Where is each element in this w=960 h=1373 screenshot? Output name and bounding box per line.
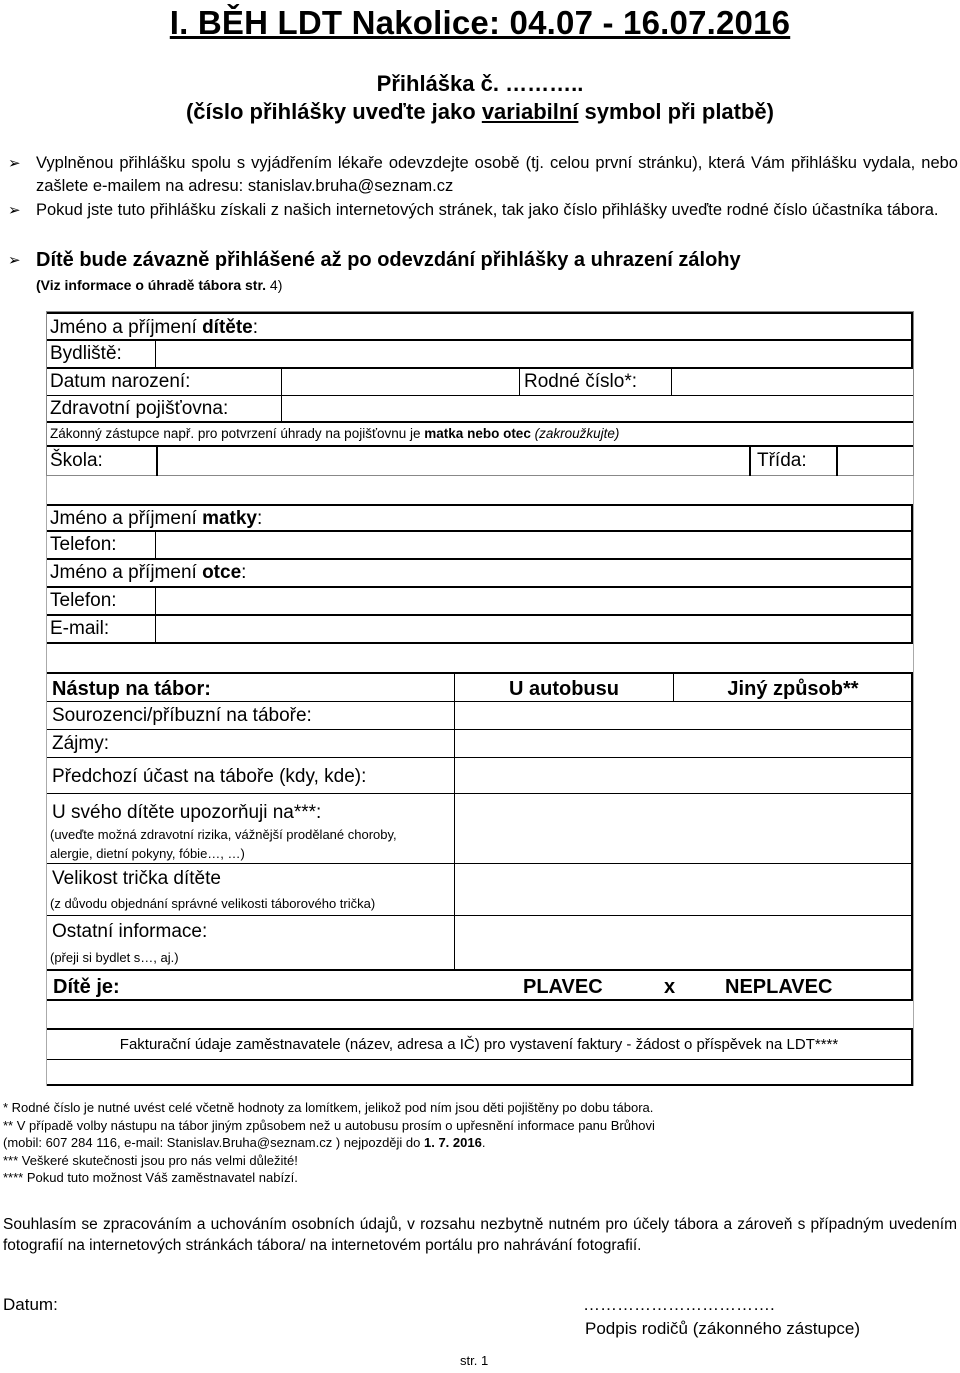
signature-caption: Podpis rodičů (zákonného zástupce): [585, 1319, 860, 1338]
footnote-1: * Rodné číslo je nutné uvést celé včetně hodnoty za lomítkem, jelikož pod ním jsou děti pojištěny po dobu tábora.: [3, 1100, 654, 1115]
guardian-row: Zákonný zástupce např. pro potvrzení úhrady na pojišťovnu je matka nebo otec (zakroužkujte): [47, 423, 913, 447]
boarding-option-other[interactable]: Jiný způsob**: [727, 678, 859, 700]
interests-field[interactable]: [455, 730, 912, 757]
document-title: I. BĚH LDT Nakolice: 04.07 - 16.07.2016: [169, 4, 791, 41]
arrow-bullet-icon: ➢: [8, 252, 21, 269]
parents-section: [46, 476, 914, 644]
other-info-row: Ostatní informace: (přeji si bydlet s…, aj.): [47, 916, 913, 971]
tshirt-row: Velikost trička dítěte (z důvodu objednání správné velikosti táborového trička): [47, 864, 913, 916]
birth-number-field[interactable]: [672, 369, 912, 395]
instruction-bullet-1: ➢ Vyplněnou přihlášku spolu s vyjádřením lékaře odevzdejte osobě (tj. celou první stránku), která Vám přihlášku vydala, nebo zašlete e-mailem na adresu: stanislav.bruha@seznam.cz: [8, 154, 958, 195]
tshirt-field[interactable]: [455, 864, 912, 915]
email-field[interactable]: [156, 616, 911, 642]
signature-line[interactable]: …………………………….: [583, 1295, 775, 1314]
siblings-row: Sourozenci/příbuzní na táboře:: [47, 702, 913, 730]
non-swimmer-option[interactable]: NEPLAVEC: [725, 976, 833, 998]
camp-section: [46, 644, 914, 1016]
mother-phone-row: Telefon:: [47, 532, 913, 560]
page-number: str. 1: [460, 1353, 489, 1368]
swimmer-separator: x: [664, 976, 676, 998]
payment-info-note: (Viz informace o úhradě tábora str. 4): [36, 277, 283, 293]
father-phone-row: Telefon:: [47, 588, 913, 616]
child-section: [46, 311, 914, 476]
footnote-2a: ** V případě volby nástupu na tábor jiným způsobem než u autobusu prosím o upřesnění informace panu Brůhovi: [3, 1117, 655, 1133]
invoice-label-row: Fakturační údaje zaměstnavatele (název, adresa a IČ) pro vystavení faktury - žádost o příspěvek na LDT****: [47, 1028, 913, 1060]
invoice-section: [46, 1016, 914, 1086]
instruction-bullet-2: ➢ Pokud jste tuto přihlášku získali z našich internetových stránek, tak jako číslo přihlášky uveďte rodné číslo účastníka tábora.: [8, 199, 958, 245]
child-name-row: Jméno a příjmení dítěte:: [47, 312, 913, 341]
school-row: Škola: Třída:: [47, 447, 913, 476]
child-name-field[interactable]: [282, 314, 912, 339]
father-phone-field[interactable]: [156, 588, 911, 614]
insurance-field[interactable]: [282, 396, 912, 421]
father-name-row: Jméno a příjmení otce:: [47, 560, 913, 588]
interests-row: Zájmy:: [47, 730, 913, 758]
swimmer-row: Dítě je: PLAVEC x NEPLAVEC: [47, 971, 913, 1001]
swimmer-option[interactable]: PLAVEC: [523, 976, 603, 998]
other-info-field[interactable]: [455, 916, 912, 969]
invoice-field[interactable]: [47, 1060, 913, 1086]
mother-name-field[interactable]: [282, 506, 912, 530]
mother-name-row: Jméno a příjmení matky:: [47, 504, 913, 532]
email-row: E-mail:: [47, 616, 913, 644]
footnote-3: *** Veškeré skutečnosti jsou pro nás velmi důležité!: [3, 1152, 298, 1168]
previous-row: Předchozí účast na táboře (kdy, kde):: [47, 758, 913, 794]
arrow-bullet-icon: ➢: [8, 155, 21, 172]
variable-symbol-note: (číslo přihlášky uveďte jako variabilní symbol při platbě): [185, 99, 774, 124]
school-field[interactable]: [158, 447, 748, 476]
birth-row: Datum narození: Rodné číslo*:: [47, 369, 913, 396]
application-number: Přihláška č. ………..: [376, 71, 584, 96]
warning-row: U svého dítěte upozorňuji na***: (uveďte možná zdravotní rizika, vážnější prodělané choroby, alergie, dietní pokyny, fóbie…, …): [47, 794, 913, 864]
class-field[interactable]: [838, 447, 912, 476]
date-label: Datum:: [3, 1295, 58, 1314]
address-row: Bydliště:: [47, 341, 913, 369]
footnote-4: **** Pokud tuto možnost Váš zaměstnavatel nabízí.: [3, 1170, 298, 1185]
address-field[interactable]: [156, 341, 911, 367]
consent-text: Souhlasím se zpracováním a uchováním osobních údajů, v rozsahu nezbytně nutném pro účely tábora a zároveň s případným uvedením fotografií na internetových stránkách tábora/ na internetovém portálu pro nahrávání fotografií.: [3, 1216, 957, 1254]
siblings-field[interactable]: [455, 702, 912, 729]
insurance-row: Zdravotní pojišťovna:: [47, 396, 913, 423]
instruction-bullet-3: ➢ Dítě bude závazně přihlášené až po odevzdání přihlášky a uhrazení zálohy: [8, 249, 741, 271]
mother-phone-field[interactable]: [156, 532, 911, 558]
birth-date-field[interactable]: [282, 369, 519, 395]
father-name-field[interactable]: [282, 560, 912, 586]
application-heading: [0, 70, 960, 126]
warning-field[interactable]: [455, 794, 912, 863]
boarding-option-bus[interactable]: U autobusu: [509, 678, 619, 700]
boarding-row: Nástup na tábor: U autobusu Jiný způsob**: [47, 672, 913, 702]
previous-field[interactable]: [455, 758, 912, 793]
footnote-2b: (mobil: 607 284 116, e-mail: Stanislav.Bruha@seznam.cz ) nejpozději do 1. 7. 2016.: [3, 1135, 486, 1150]
arrow-bullet-icon: ➢: [8, 202, 21, 219]
footnotes: [3, 1099, 953, 1187]
